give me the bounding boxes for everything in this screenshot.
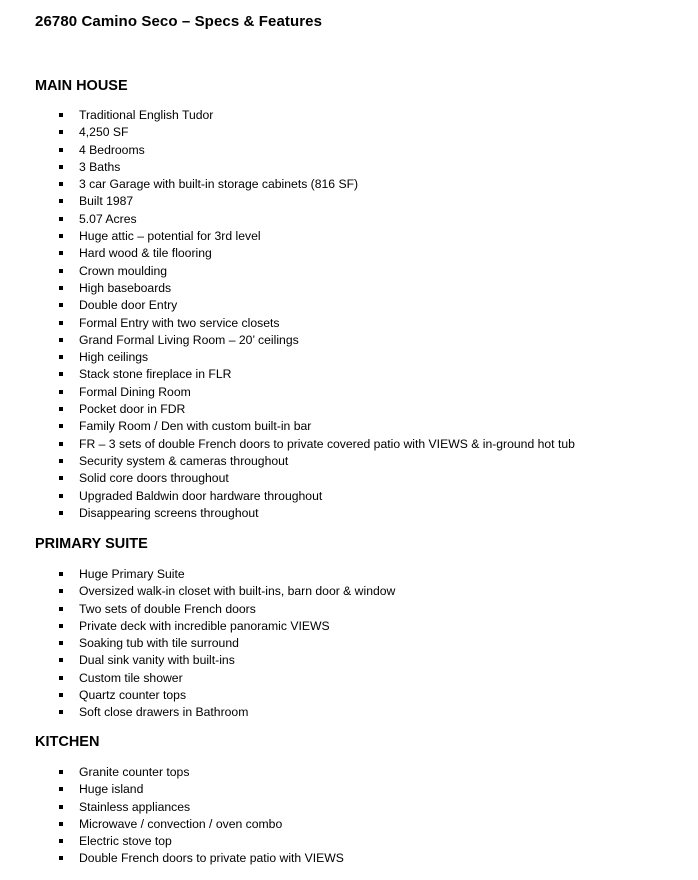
list-item: [0, 211, 698, 228]
section-heading-main-house: MAIN HOUSE: [35, 78, 128, 94]
list-item: [0, 297, 698, 314]
list-item: [0, 349, 698, 366]
square-bullet-icon: [59, 113, 63, 117]
square-bullet-icon: [59, 407, 63, 411]
square-bullet-icon: [59, 693, 63, 697]
square-bullet-icon: [59, 589, 63, 593]
list-item-text: Hard wood & tile flooring: [79, 246, 212, 261]
square-bullet-icon: [59, 234, 63, 238]
list-item: [0, 107, 698, 124]
section-heading-primary-suite: PRIMARY SUITE: [35, 536, 148, 552]
list-item: [0, 799, 698, 816]
list-item: [0, 228, 698, 245]
list-item-text: Quartz counter tops: [79, 688, 187, 703]
list-item: [0, 764, 698, 781]
list-item-text: Disappearing screens throughout: [79, 505, 259, 520]
list-item: [0, 418, 698, 435]
square-bullet-icon: [59, 424, 63, 428]
list-item: [0, 176, 698, 193]
square-bullet-icon: [59, 286, 63, 290]
list-item-text: Formal Entry with two service closets: [79, 315, 280, 330]
square-bullet-icon: [59, 624, 63, 628]
list-item-text: Granite counter tops: [79, 765, 190, 779]
list-item-text: Soaking tub with tile surround: [79, 636, 239, 651]
square-bullet-icon: [59, 459, 63, 463]
list-item-text: 5.07 Acres: [79, 211, 137, 226]
square-bullet-icon: [59, 511, 63, 515]
list-item: [0, 704, 698, 721]
list-item: [0, 280, 698, 297]
list-item-text: High ceilings: [79, 350, 149, 365]
square-bullet-icon: [59, 839, 63, 843]
list-item-text: Double French doors to private patio with VIEWS: [79, 851, 344, 866]
square-bullet-icon: [59, 710, 63, 714]
primary-suite-feature-list: [0, 566, 698, 722]
main-house-feature-list: [0, 107, 698, 522]
list-item-text: Microwave / convection / oven combo: [79, 816, 283, 831]
list-item: [0, 436, 698, 453]
square-bullet-icon: [59, 338, 63, 342]
list-item-text: Custom tile shower: [79, 670, 183, 685]
list-item: [0, 488, 698, 505]
square-bullet-icon: [59, 251, 63, 255]
list-item: [0, 315, 698, 332]
square-bullet-icon: [59, 355, 63, 359]
list-item-text: Stack stone fireplace in FLR: [79, 367, 232, 382]
square-bullet-icon: [59, 770, 63, 774]
list-item: [0, 245, 698, 262]
square-bullet-icon: [59, 442, 63, 446]
list-item: [0, 781, 698, 798]
square-bullet-icon: [59, 856, 63, 860]
square-bullet-icon: [59, 822, 63, 826]
list-item-text: Traditional English Tudor: [79, 108, 214, 122]
list-item-text: Double door Entry: [79, 298, 178, 313]
square-bullet-icon: [59, 199, 63, 203]
list-item: [0, 652, 698, 669]
list-item-text: Oversized walk-in closet with built-ins, barn door & window: [79, 584, 396, 599]
list-item: [0, 384, 698, 401]
list-item: [0, 263, 698, 280]
list-item-text: Huge attic – potential for 3rd level: [79, 229, 261, 244]
square-bullet-icon: [59, 805, 63, 809]
page-title: 26780 Camino Seco – Specs & Features: [35, 13, 323, 30]
square-bullet-icon: [59, 641, 63, 645]
list-item-text: Upgraded Baldwin door hardware throughout: [79, 488, 323, 503]
list-item-text: 4 Bedrooms: [79, 142, 145, 157]
list-item: [0, 470, 698, 487]
list-item: [0, 193, 698, 210]
list-item-text: Huge island: [79, 782, 144, 797]
list-item-text: Private deck with incredible panoramic VIEWS: [79, 618, 330, 633]
kitchen-feature-list: [0, 764, 698, 868]
list-item: [0, 159, 698, 176]
list-item: [0, 401, 698, 418]
square-bullet-icon: [59, 572, 63, 576]
list-item-text: Dual sink vanity with built-ins: [79, 653, 235, 668]
list-item-text: Security system & cameras throughout: [79, 453, 289, 468]
list-item: [0, 618, 698, 635]
square-bullet-icon: [59, 321, 63, 325]
list-item: [0, 670, 698, 687]
square-bullet-icon: [59, 148, 63, 152]
list-item: [0, 566, 698, 583]
square-bullet-icon: [59, 182, 63, 186]
list-item: [0, 142, 698, 159]
list-item-text: Built 1987: [79, 194, 134, 209]
list-item-text: Huge Primary Suite: [79, 567, 185, 581]
square-bullet-icon: [59, 476, 63, 480]
section-heading-kitchen: KITCHEN: [35, 734, 100, 750]
list-item: [0, 583, 698, 600]
list-item: [0, 850, 698, 867]
list-item: [0, 124, 698, 141]
list-item: [0, 601, 698, 618]
list-item-text: Electric stove top: [79, 834, 172, 849]
list-item: [0, 687, 698, 704]
list-item: [0, 816, 698, 833]
square-bullet-icon: [59, 217, 63, 221]
list-item: [0, 332, 698, 349]
square-bullet-icon: [59, 494, 63, 498]
list-item-text: Formal Dining Room: [79, 384, 191, 399]
list-item: [0, 833, 698, 850]
square-bullet-icon: [59, 303, 63, 307]
list-item: [0, 505, 698, 522]
list-item-text: Pocket door in FDR: [79, 402, 186, 417]
list-item-text: Crown moulding: [79, 263, 168, 278]
list-item-text: 3 Baths: [79, 159, 121, 174]
list-item-text: High baseboards: [79, 280, 172, 295]
list-item-text: 4,250 SF: [79, 125, 129, 140]
square-bullet-icon: [59, 607, 63, 611]
square-bullet-icon: [59, 165, 63, 169]
square-bullet-icon: [59, 676, 63, 680]
square-bullet-icon: [59, 658, 63, 662]
list-item-text: Grand Formal Living Room – 20’ ceilings: [79, 332, 299, 347]
list-item: [0, 453, 698, 470]
list-item-text: FR – 3 sets of double French doors to private covered patio with VIEWS & in-ground hot tub: [79, 436, 575, 451]
square-bullet-icon: [59, 269, 63, 273]
square-bullet-icon: [59, 372, 63, 376]
list-item-text: 3 car Garage with built-in storage cabinets (816 SF): [79, 177, 359, 192]
list-item-text: Stainless appliances: [79, 799, 191, 814]
list-item: [0, 635, 698, 652]
list-item-text: Two sets of double French doors: [79, 601, 256, 616]
list-item-text: Family Room / Den with custom built-in bar: [79, 419, 312, 434]
square-bullet-icon: [59, 390, 63, 394]
square-bullet-icon: [59, 130, 63, 134]
square-bullet-icon: [59, 787, 63, 791]
list-item-text: Solid core doors throughout: [79, 471, 229, 486]
list-item: [0, 366, 698, 383]
list-item-text: Soft close drawers in Bathroom: [79, 705, 249, 720]
